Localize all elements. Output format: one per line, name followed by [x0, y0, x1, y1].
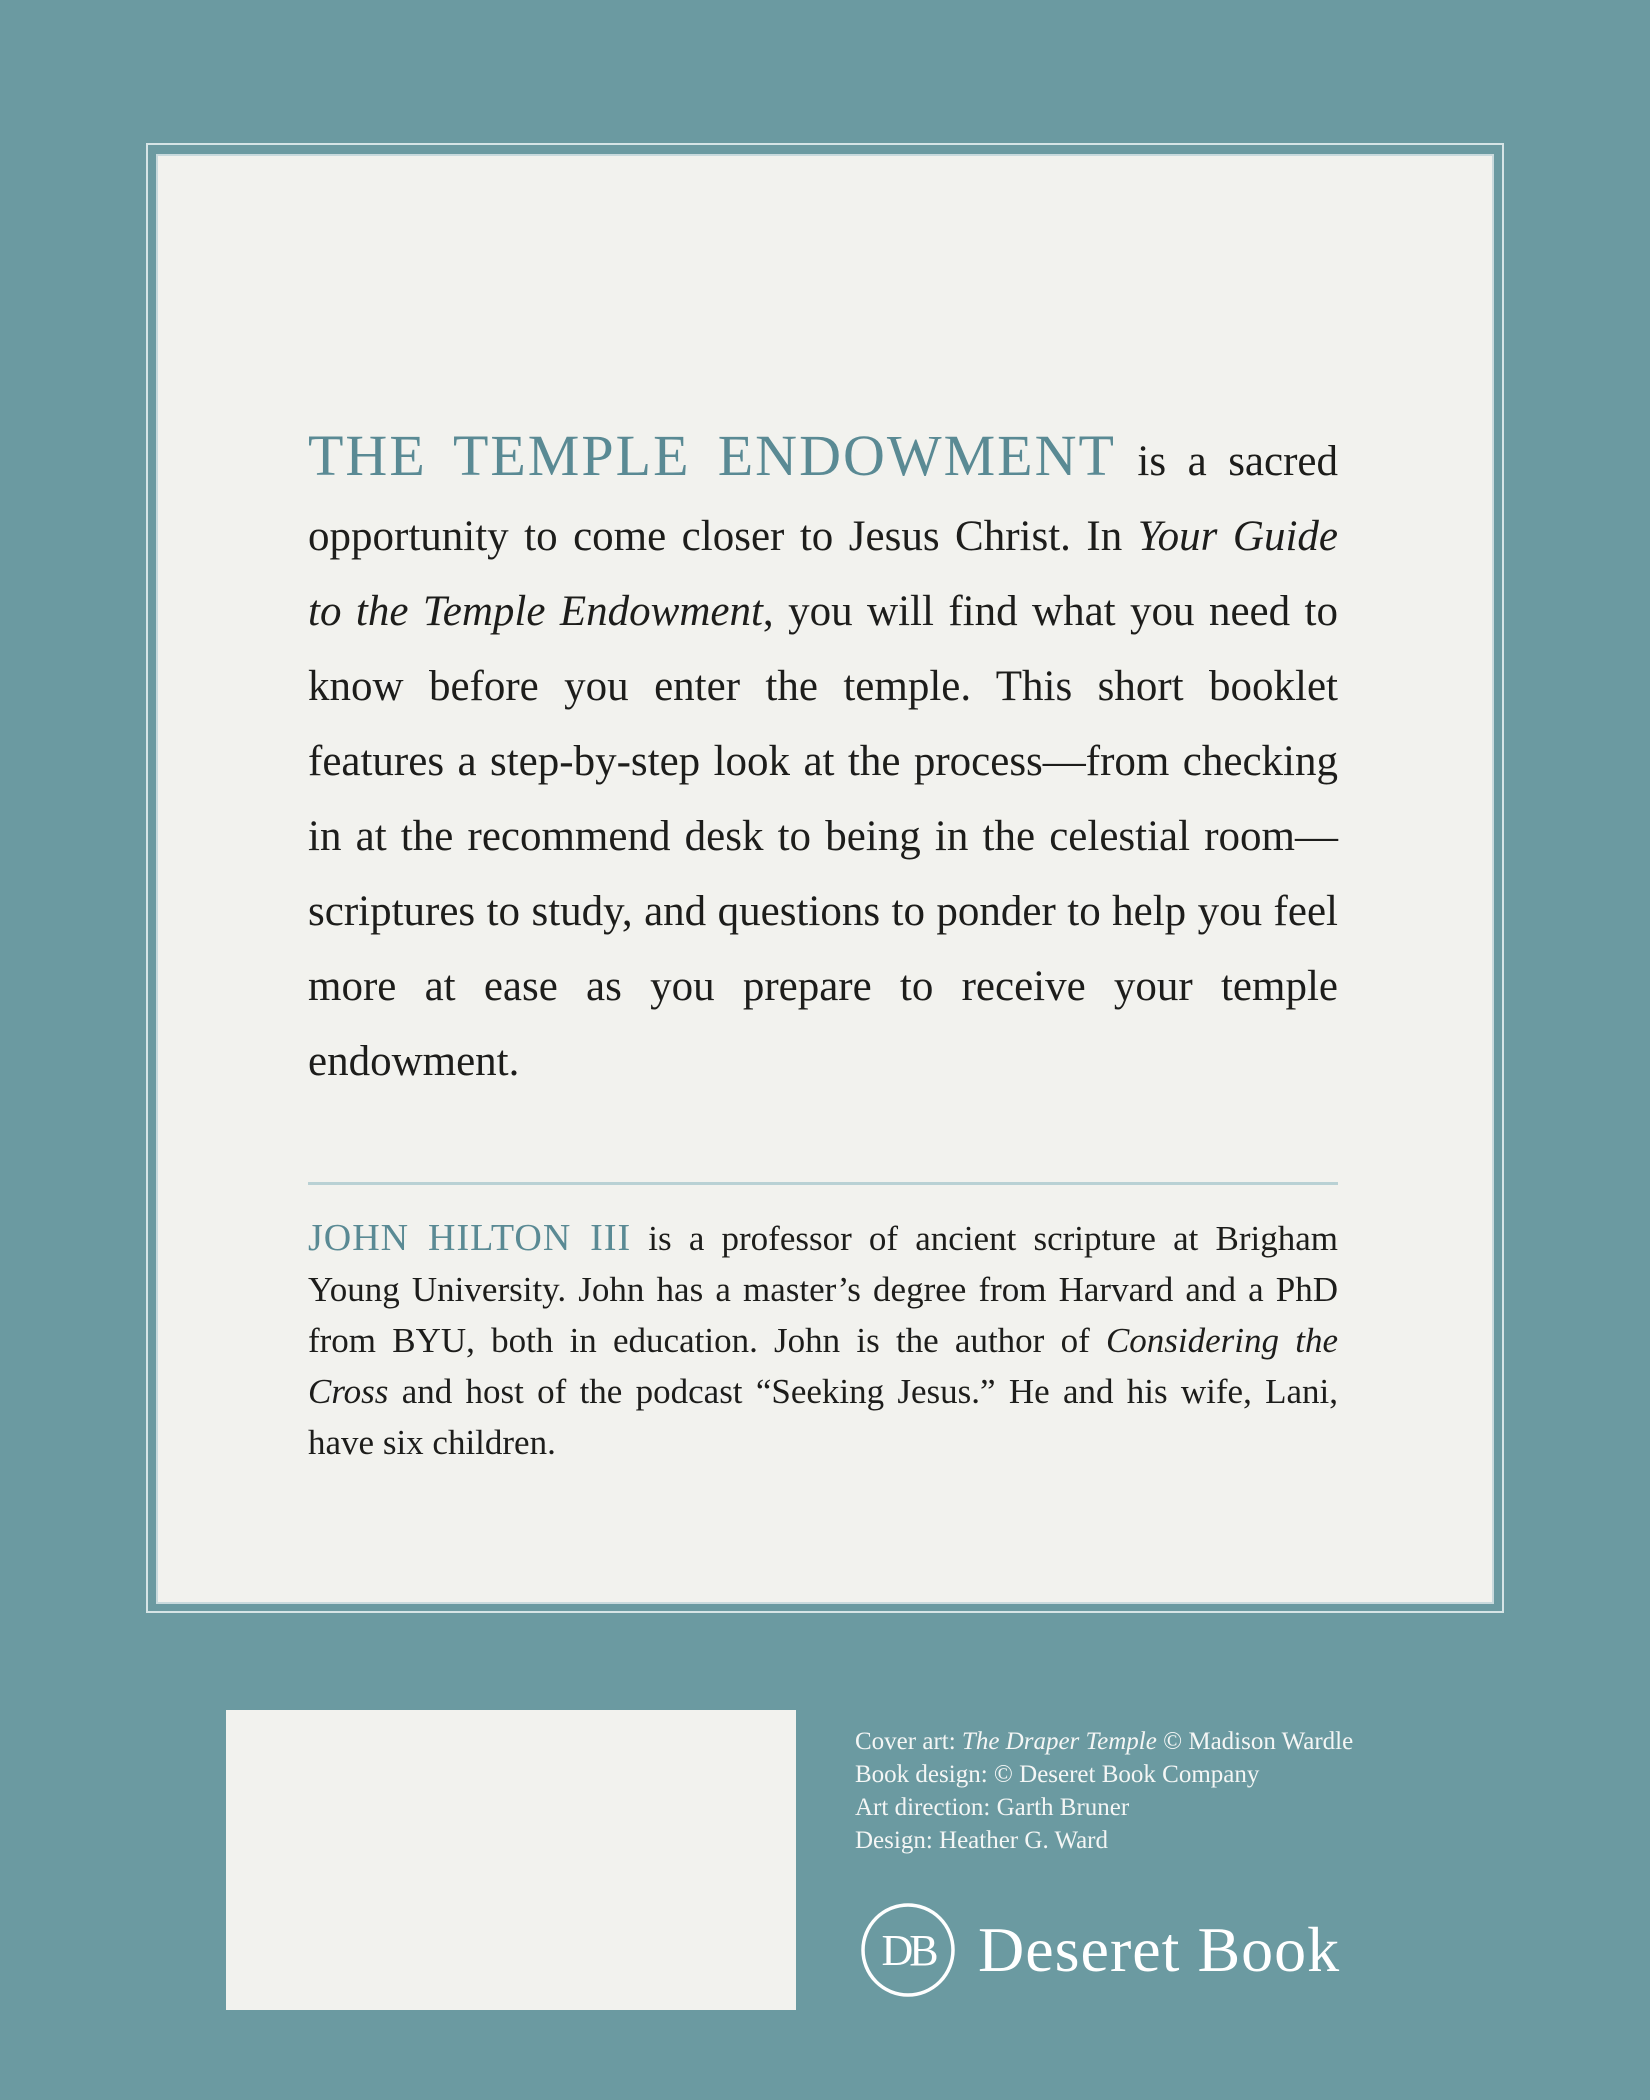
credits-block — [855, 1725, 1415, 1857]
monogram-text: DB — [881, 1926, 935, 1975]
cover-art-title: The Draper Temple — [961, 1728, 1157, 1755]
section-divider — [308, 1182, 1338, 1185]
credit-design: Design: Heather G. Ward — [855, 1827, 1109, 1854]
db-monogram-icon — [860, 1902, 956, 1998]
bio-text-2: and host of the podcast “Seeking Jesus.” He and his wife, Lani, have six children. — [308, 1372, 1338, 1462]
description-text-2: , you will find what you need to know before you enter the temple. This short booklet features a step-by-step look at the process—from checking in at the recommend desk to being in the celestial room—scriptures to study, and questions to ponder to help you feel more at ease as you prepare to receive your temple endowment. — [308, 588, 1338, 1085]
lead-title: THE TEMPLE ENDOWMENT — [308, 423, 1116, 488]
book-description — [308, 418, 1338, 1099]
credit-book-design: Book design: © Deseret Book Company — [855, 1761, 1260, 1788]
author-bio — [308, 1213, 1338, 1468]
barcode-area — [226, 1710, 796, 2010]
credit-cover-art — [855, 1725, 1415, 1758]
cover-art-label: Cover art: — [855, 1728, 962, 1755]
bio-book-title: Considering the Cross — [308, 1321, 1339, 1411]
author-name: JOHN HILTON III — [308, 1217, 632, 1259]
publisher-logo — [860, 1900, 1420, 2000]
description-book-title: Your Guide to the Temple Endowment — [308, 513, 1338, 635]
cover-art-credit: © Madison Wardle — [1156, 1728, 1354, 1755]
description-text-1: is a sacred opportunity to come closer to Jesus Christ. In — [308, 438, 1339, 560]
bio-text-1: is a professor of ancient scripture at Brigham Young University. John has a master’s degree from Harvard and a PhD from BYU, both in education. John is the author of — [308, 1219, 1338, 1360]
credit-art-direction: Art direction: Garth Bruner — [855, 1794, 1130, 1821]
publisher-name: Deseret Book — [978, 1914, 1341, 1985]
